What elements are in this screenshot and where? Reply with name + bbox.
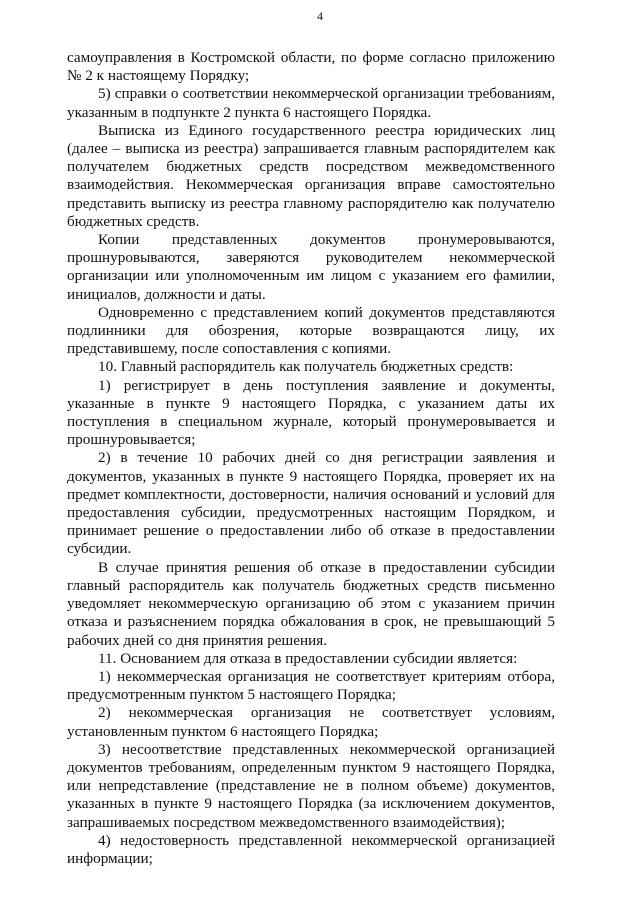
paragraph-section-10-item-1: 1) регистрирует в день поступления заявление и документы, указанные в пункте 9 настоящего Порядка, с указанием даты их поступления в специальном журнале, который пронумеровывается и прошнуровывается;	[67, 376, 555, 449]
paragraph-refusal-notice: В случае принятия решения об отказе в предоставлении субсидии главный распорядитель как получатель бюджетных средств письменно уведомляет некоммерческую организацию об этом с указанием причин отказа и разъяснением порядка обжалования в срок, не превышающий 5 рабочих дней со дня принятия решения.	[67, 558, 555, 649]
paragraph-registry-extract: Выписка из Единого государственного реестра юридических лиц (далее – выписка из реестра) запрашивается главным распорядителем как получателем бюджетных средств посредством межведомственного взаимодействия. Некоммерческая организация вправе самостоятельно представить выписку из реестра главному распорядителю как получателю бюджетных средств.	[67, 121, 555, 230]
paragraph-item-5: 5) справки о соответствии некоммерческой организации требованиям, указанным в подпункте 2 пункта 6 настоящего Порядка.	[67, 85, 555, 121]
document-body	[67, 49, 555, 868]
paragraph-section-11: 11. Основанием для отказа в предоставлении субсидии является:	[98, 649, 518, 667]
paragraph-section-10-item-2: 2) в течение 10 рабочих дней со дня регистрации заявления и документов, указанных в пункте 9 настоящего Порядка, проверяет их на предмет комплектности, достоверности, наличия оснований и условий для предоставления субсидии, предусмотренных настоящим Порядком, и принимает решение о предоставлении либо об отказе в предоставлении субсидии.	[67, 449, 555, 558]
paragraph-section-11-item-2: 2) некоммерческая организация не соответствует условиям, установленным пунктом 6 настоящего Порядка;	[67, 704, 555, 740]
paragraph-document-copies: Копии представленных документов пронумеровываются, прошнуровываются, заверяются руководителем некоммерческой организации или уполномоченным им лицом с указанием его фамилии, инициалов, должности и даты.	[67, 231, 555, 303]
paragraph-section-11-item-1: 1) некоммерческая организация не соответствует критериям отбора, предусмотренным пунктом 5 настоящего Порядка;	[67, 667, 555, 704]
paragraph-section-11-item-4: 4) недостоверность представленной некоммерческой организацией информации;	[67, 831, 555, 867]
paragraph-originals: Одновременно с представлением копий документов представляются подлинники для обозрения, которые возвращаются лицу, их представившему, после сопоставления с копиями.	[67, 303, 555, 358]
paragraph-section-10: 10. Главный распорядитель как получатель бюджетных средств:	[98, 358, 514, 376]
paragraph-continuation: самоуправления в Костромской области, по форме согласно приложению № 2 к настоящему Порядку;	[67, 49, 555, 85]
paragraph-section-11-item-3: 3) несоответствие представленных некоммерческой организацией документов требованиям, определенным пунктом 9 настоящего Порядка, или непредставление (представление не в полном объеме) документов, указанных в пункте 9 настоящего Порядка (за исключением документов, запрашиваемых посредством межведомственного взаимодействия);	[67, 740, 555, 831]
page-number: 4	[317, 9, 323, 23]
